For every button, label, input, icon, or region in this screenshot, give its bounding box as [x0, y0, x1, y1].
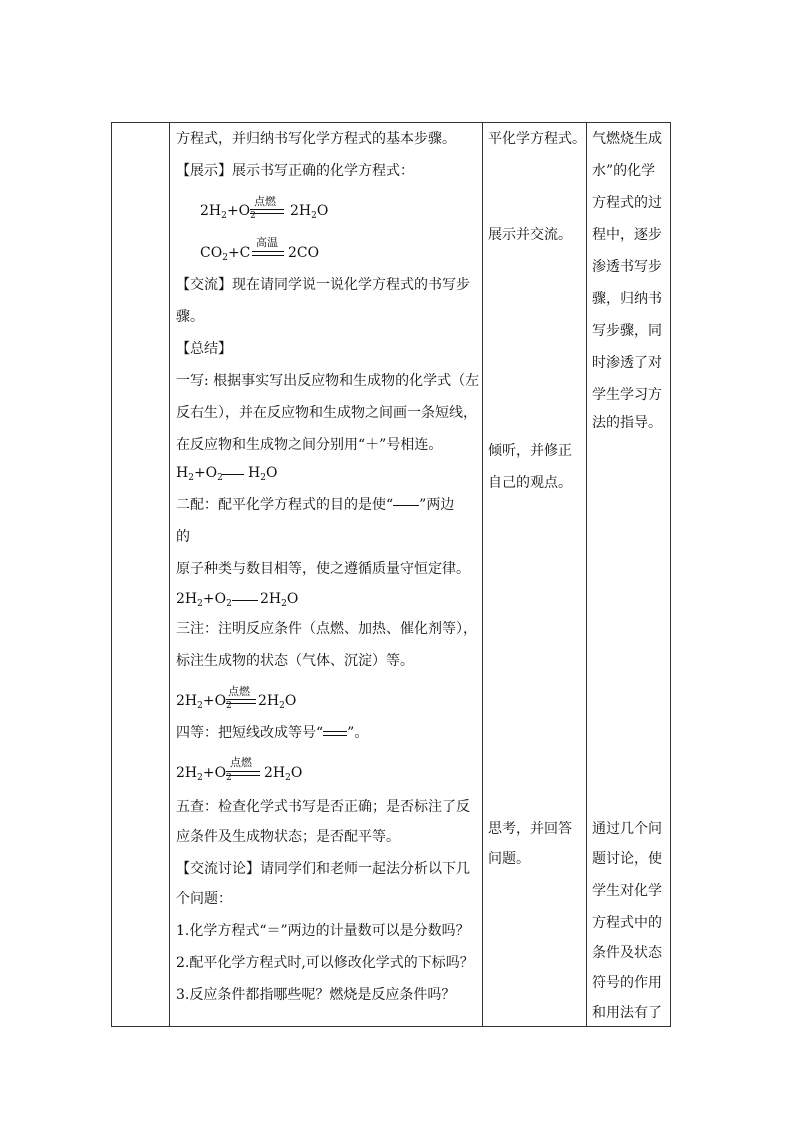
text-line: 渗透书写步 [592, 259, 662, 275]
equation: $H_2+O_2$ [176, 465, 223, 483]
lesson-table [111, 122, 671, 1027]
text-line: 应条件及生成物状态；是否配平等。 [176, 829, 400, 845]
equation-product: $2H_2O$ [260, 591, 299, 609]
text-line: 方程式，并归纳书写化学方程式的基本步骤。 [176, 131, 456, 147]
text-line: 平化学方程式。 [488, 131, 586, 147]
text-line: 骤。 [176, 309, 204, 325]
text-line: 一写: 根据事实写出反应物和生成物的化学式（左 [176, 373, 480, 389]
equation: $2H_2+O_2$ [176, 591, 232, 609]
text-line: 符号的作用 [592, 975, 662, 991]
text-line: 标注生成物的状态（气体、沉淀）等。 [176, 653, 414, 669]
text-line: 五查：检查化学式书写是否正确；是否标注了反 [176, 799, 470, 815]
equation-product: $H_2O$ [248, 465, 278, 483]
reaction-condition: 点燃 [228, 685, 250, 698]
equation-product: 2CO [288, 245, 320, 261]
text-line: 【交流】现在请同学说一说化学方程式的书写步 [176, 277, 470, 293]
equals-sign [226, 771, 260, 776]
text-line: 写步骤，同 [592, 323, 662, 339]
text-line: 的 [176, 529, 190, 545]
equation-product: $2H_2O$ [264, 765, 303, 783]
equation: $CO_2+C$ [200, 245, 251, 263]
equals-sign [252, 251, 284, 256]
text-line: 和用法有了 [592, 1005, 662, 1021]
equation: $2H_2+O_2$ [200, 203, 256, 221]
text-line: 学生学习方 [592, 387, 662, 403]
column-divider [169, 123, 170, 1026]
text-line: 个问题： [176, 891, 232, 907]
text-line: 2.配平化学方程式时,可以修改化学式的下标吗？ [176, 955, 474, 971]
column-divider [586, 123, 587, 1026]
student-activity-column [488, 123, 584, 1026]
reaction-condition: 点燃 [230, 756, 252, 769]
text-line: 三注：注明反应条件（点燃、加热、催化剂等）， [176, 621, 477, 637]
equation: $2H_2+O_2$ [176, 693, 232, 711]
text-line: 反右生），并在反应物和生成物之间画一条短线， [176, 405, 477, 421]
text-line: 1.化学方程式“＝”两边的计量数可以是分数吗？ [176, 923, 470, 939]
text-line: 四等：把短线改成等号“ ”。 [176, 725, 369, 741]
text-line: 时渗透了对 [592, 355, 662, 371]
text-line: 自己的观点。 [488, 475, 572, 491]
text-line: 原子种类与数目相等，使之遵循质量守恒定律。 [176, 561, 470, 577]
text-line: 方程式中的 [592, 915, 662, 931]
equation: $2H_2+O_2$ [176, 765, 232, 783]
text-line: 倾听，并修正 [488, 443, 572, 459]
text-line: 法的指导。 [592, 415, 662, 431]
equals-sign [250, 209, 284, 214]
text-line: 通过几个问 [592, 821, 662, 837]
text-line: 方程式的过 [592, 195, 662, 211]
text-line: 题讨论，使 [592, 851, 662, 867]
reaction-condition: 高温 [256, 236, 278, 249]
text-line: 条件及状态 [592, 945, 662, 961]
text-line: 思考，并回答 [488, 821, 572, 837]
equation-product: $2H_2O$ [258, 693, 297, 711]
text-line: 3.反应条件都指哪些呢？燃烧是反应条件吗？ [176, 987, 456, 1003]
reaction-line [232, 600, 258, 601]
reaction-line [222, 474, 244, 475]
text-line: 水”的化学 [592, 163, 656, 179]
equals-sign [226, 699, 256, 704]
text-line: 展示并交流。 [488, 227, 572, 243]
text-line: 学生对化学 [592, 883, 662, 899]
teacher-activity-column [176, 123, 480, 1026]
text-line: 骤，归纳书 [592, 291, 662, 307]
design-intent-column [592, 123, 670, 1026]
text-line: 气燃烧生成 [592, 131, 662, 147]
text-line: 【展示】展示书写正确的化学方程式： [176, 163, 414, 179]
text-line: 【总结】 [176, 341, 232, 357]
equation-product: $2H_2O$ [290, 203, 329, 221]
text-line: 问题。 [488, 851, 530, 867]
text-line: 二配：配平化学方程式的目的是使“ ”两边 [176, 497, 455, 513]
column-divider [482, 123, 483, 1026]
text-line: 在反应物和生成物之间分别用“＋”号相连。 [176, 437, 443, 453]
reaction-condition: 点燃 [254, 195, 276, 208]
text-line: 【交流讨论】请同学们和老师一起法分析以下几 [176, 861, 470, 877]
text-line: 程中，逐步 [592, 227, 662, 243]
